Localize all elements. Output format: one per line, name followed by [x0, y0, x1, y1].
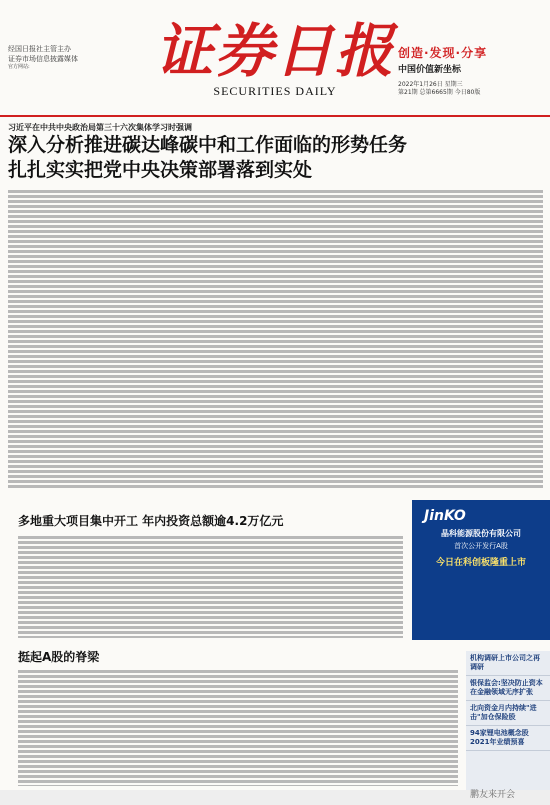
masthead-divider — [0, 115, 550, 117]
second-article-body — [18, 534, 403, 638]
sidebar-item[interactable]: 94家锂电池概念股2021年业绩预喜 — [466, 726, 550, 751]
ad-company: 晶科能源股份有限公司 — [441, 529, 521, 538]
advertisement[interactable] — [412, 500, 550, 640]
ad-logo: JinKO — [424, 508, 466, 524]
issue-date: 2022年1月26日 星期三 — [398, 81, 463, 88]
slogan-sub: 中国价值新坐标 — [398, 65, 462, 75]
ad-line-2: 首次公开发行A股 — [454, 542, 508, 550]
ad-line-3: 今日在科创板隆重上市 — [435, 558, 526, 568]
publisher-line-1: 经国日报社主管主办 — [8, 45, 71, 53]
lead-article-body — [8, 188, 543, 488]
slogan: 创造·发现·分享 — [398, 46, 488, 60]
issue-number: 第21期 总第6665期 今日80版 — [398, 89, 481, 96]
third-headline: 挺起A股的脊梁 — [18, 650, 100, 664]
second-headline: 多地重大项目集中开工 年内投资总额逾4.2万亿元 — [18, 514, 284, 528]
watermark: 鹏友来开会 — [470, 790, 516, 800]
sidebar-item[interactable]: 银保监会:坚决防止资本在金融领域无序扩张 — [466, 676, 550, 701]
issue-info — [398, 81, 548, 97]
website-label: 官方网站: — [8, 64, 30, 70]
footer — [0, 790, 550, 805]
masthead — [0, 0, 550, 118]
newspaper-logo: 证券日报 — [155, 17, 396, 85]
sidebar-item[interactable]: 机构调研上市公司之再调研 — [466, 651, 550, 676]
sidebar-item[interactable]: 北向资金月内持续"进击"加仓保险股 — [466, 701, 550, 726]
lead-headline-1: 深入分析推进碳达峰碳中和工作面临的形势任务 — [8, 134, 408, 156]
sidebar-index — [466, 651, 550, 799]
third-article-body — [18, 668, 458, 786]
lead-kicker: 习近平在中共中央政治局第三十六次集体学习时强调 — [8, 123, 192, 132]
newspaper-logo-en: SECURITIES DAILY — [213, 84, 337, 98]
publisher-line-2: 证券市场信息披露媒体 — [8, 55, 78, 63]
lead-headline-2: 扎扎实实把党中央决策部署落到实处 — [8, 159, 313, 181]
publisher-info — [8, 44, 148, 71]
